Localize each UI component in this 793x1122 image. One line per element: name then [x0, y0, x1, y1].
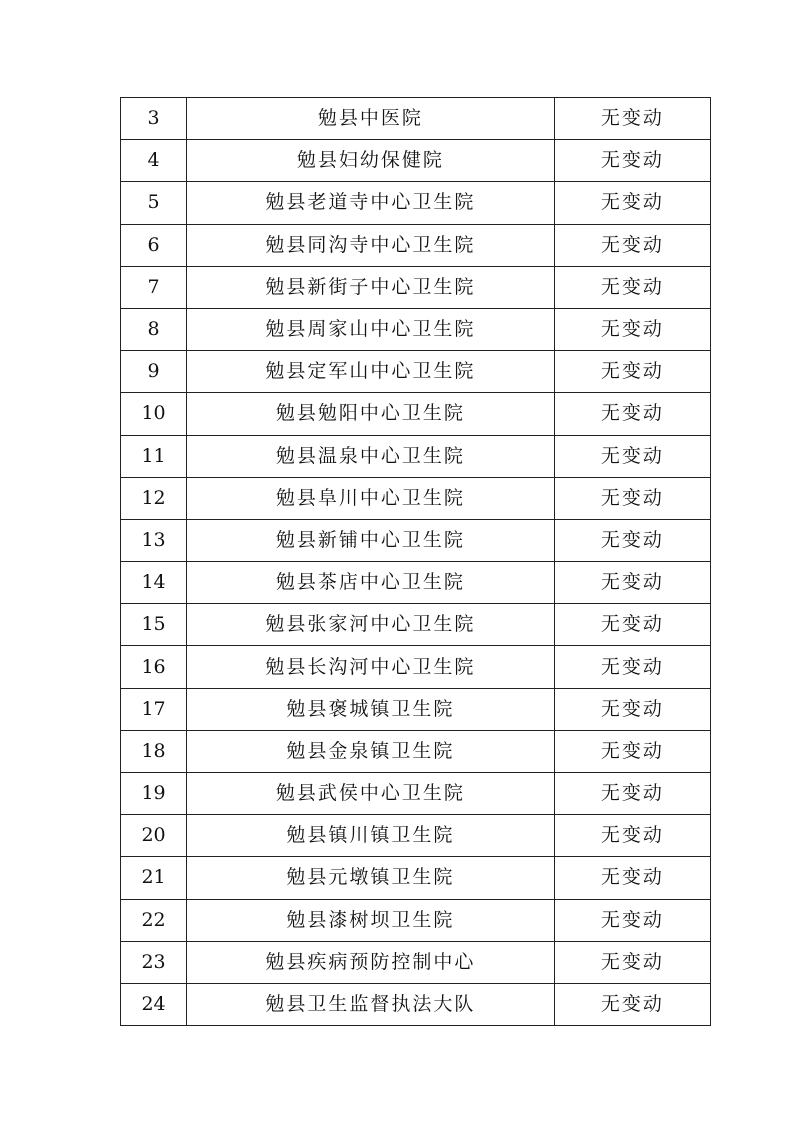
table-row — [121, 899, 711, 941]
institution-name-cell: 勉县镇川镇卫生院 — [187, 815, 555, 857]
status-cell: 无变动 — [554, 98, 710, 140]
table-row — [121, 604, 711, 646]
institution-name-cell: 勉县疾病预防控制中心 — [187, 941, 555, 983]
row-number-cell: 11 — [121, 435, 187, 477]
status-cell: 无变动 — [554, 604, 710, 646]
row-number-cell: 18 — [121, 730, 187, 772]
table-row — [121, 519, 711, 561]
status-cell: 无变动 — [554, 266, 710, 308]
row-number-cell: 4 — [121, 140, 187, 182]
row-number-cell: 10 — [121, 393, 187, 435]
row-number-cell: 16 — [121, 646, 187, 688]
table-row — [121, 983, 711, 1025]
status-cell: 无变动 — [554, 435, 710, 477]
institution-name-cell: 勉县漆树坝卫生院 — [187, 899, 555, 941]
institution-name-cell: 勉县定军山中心卫生院 — [187, 351, 555, 393]
table-row — [121, 224, 711, 266]
institution-name-cell: 勉县阜川中心卫生院 — [187, 477, 555, 519]
table-row — [121, 140, 711, 182]
institution-name-cell: 勉县褒城镇卫生院 — [187, 688, 555, 730]
row-number-cell: 12 — [121, 477, 187, 519]
row-number-cell: 5 — [121, 182, 187, 224]
status-cell: 无变动 — [554, 899, 710, 941]
status-cell: 无变动 — [554, 562, 710, 604]
institution-name-cell: 勉县妇幼保健院 — [187, 140, 555, 182]
table-row — [121, 435, 711, 477]
institution-name-cell: 勉县中医院 — [187, 98, 555, 140]
institution-table — [120, 97, 711, 1026]
institution-name-cell: 勉县张家河中心卫生院 — [187, 604, 555, 646]
institution-name-cell: 勉县茶店中心卫生院 — [187, 562, 555, 604]
table-row — [121, 688, 711, 730]
row-number-cell: 15 — [121, 604, 187, 646]
table-row — [121, 646, 711, 688]
status-cell: 无变动 — [554, 140, 710, 182]
status-cell: 无变动 — [554, 941, 710, 983]
table-row — [121, 266, 711, 308]
row-number-cell: 13 — [121, 519, 187, 561]
institution-name-cell: 勉县新街子中心卫生院 — [187, 266, 555, 308]
table-row — [121, 773, 711, 815]
row-number-cell: 20 — [121, 815, 187, 857]
institution-name-cell: 勉县金泉镇卫生院 — [187, 730, 555, 772]
row-number-cell: 21 — [121, 857, 187, 899]
table-row — [121, 393, 711, 435]
status-cell: 无变动 — [554, 730, 710, 772]
row-number-cell: 9 — [121, 351, 187, 393]
status-cell: 无变动 — [554, 308, 710, 350]
row-number-cell: 7 — [121, 266, 187, 308]
institution-name-cell: 勉县老道寺中心卫生院 — [187, 182, 555, 224]
row-number-cell: 24 — [121, 983, 187, 1025]
table-row — [121, 562, 711, 604]
institution-name-cell: 勉县武侯中心卫生院 — [187, 773, 555, 815]
institution-name-cell: 勉县同沟寺中心卫生院 — [187, 224, 555, 266]
status-cell: 无变动 — [554, 519, 710, 561]
table-row — [121, 351, 711, 393]
status-cell: 无变动 — [554, 646, 710, 688]
table-row — [121, 477, 711, 519]
table-row — [121, 98, 711, 140]
status-cell: 无变动 — [554, 393, 710, 435]
status-cell: 无变动 — [554, 477, 710, 519]
table-row — [121, 857, 711, 899]
table-body — [121, 98, 711, 1026]
status-cell: 无变动 — [554, 983, 710, 1025]
institution-name-cell: 勉县勉阳中心卫生院 — [187, 393, 555, 435]
row-number-cell: 19 — [121, 773, 187, 815]
institution-name-cell: 勉县新铺中心卫生院 — [187, 519, 555, 561]
table-row — [121, 182, 711, 224]
status-cell: 无变动 — [554, 773, 710, 815]
status-cell: 无变动 — [554, 857, 710, 899]
table-row — [121, 730, 711, 772]
institution-name-cell: 勉县温泉中心卫生院 — [187, 435, 555, 477]
status-cell: 无变动 — [554, 688, 710, 730]
institution-name-cell: 勉县卫生监督执法大队 — [187, 983, 555, 1025]
status-cell: 无变动 — [554, 182, 710, 224]
institution-name-cell: 勉县长沟河中心卫生院 — [187, 646, 555, 688]
row-number-cell: 6 — [121, 224, 187, 266]
table-row — [121, 308, 711, 350]
table-row — [121, 815, 711, 857]
row-number-cell: 23 — [121, 941, 187, 983]
table-row — [121, 941, 711, 983]
row-number-cell: 8 — [121, 308, 187, 350]
institution-name-cell: 勉县周家山中心卫生院 — [187, 308, 555, 350]
row-number-cell: 3 — [121, 98, 187, 140]
row-number-cell: 22 — [121, 899, 187, 941]
row-number-cell: 14 — [121, 562, 187, 604]
status-cell: 无变动 — [554, 224, 710, 266]
status-cell: 无变动 — [554, 815, 710, 857]
row-number-cell: 17 — [121, 688, 187, 730]
status-cell: 无变动 — [554, 351, 710, 393]
institution-name-cell: 勉县元墩镇卫生院 — [187, 857, 555, 899]
